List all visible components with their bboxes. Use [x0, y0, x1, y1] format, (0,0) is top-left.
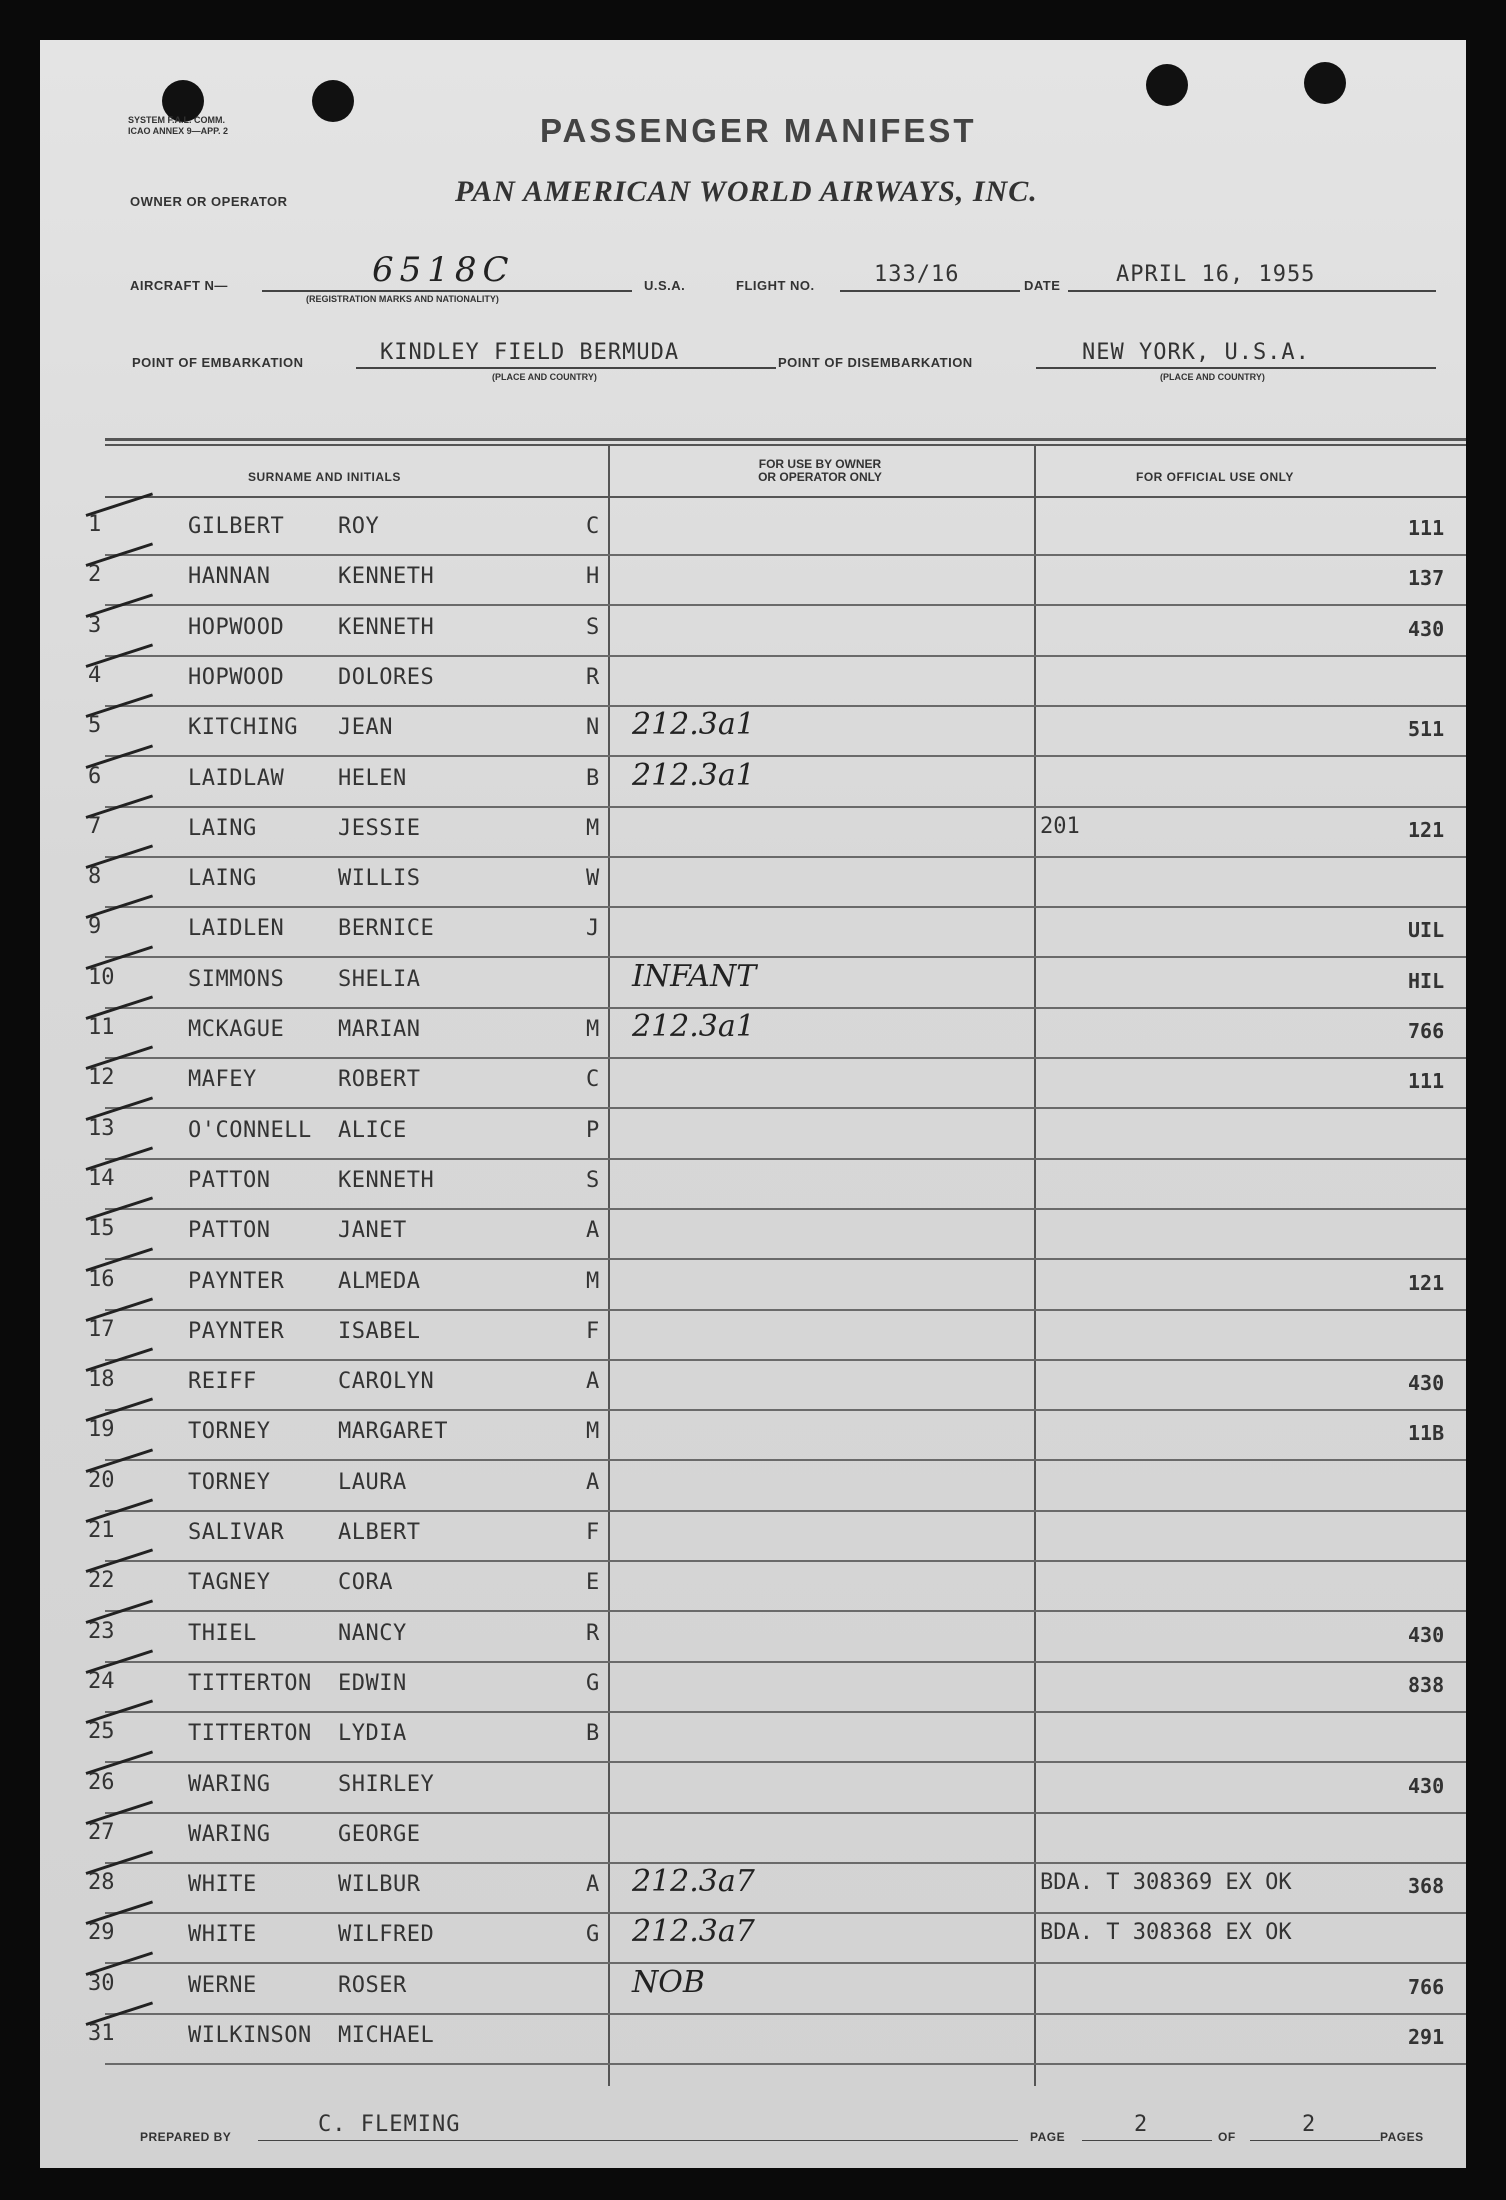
passenger-initial: W	[586, 866, 600, 892]
passenger-surname: HANNAN	[188, 564, 271, 590]
owner-use-note: 212.3a7	[632, 1914, 755, 1950]
official-code: UIL	[1408, 918, 1445, 943]
passenger-row	[0, 1311, 1466, 1361]
passenger-given-name: JESSIE	[338, 815, 421, 841]
passenger-row	[0, 1914, 1466, 1964]
flight-value: 133/16	[874, 262, 960, 287]
passenger-number: 10	[88, 964, 115, 990]
prepared-value: C. FLEMING	[318, 2112, 461, 2137]
passenger-number: 11	[88, 1015, 115, 1040]
passenger-initial: G	[586, 1670, 600, 1696]
passenger-number: 19	[88, 1417, 115, 1443]
passenger-number: 5	[88, 713, 102, 739]
passenger-number: 24	[88, 1668, 115, 1694]
passenger-surname: SALIVAR	[188, 1520, 285, 1545]
passenger-given-name: JANET	[338, 1218, 407, 1244]
passenger-surname: WARING	[188, 1821, 271, 1847]
embark-sub: (PLACE AND COUNTRY)	[492, 372, 597, 382]
passenger-surname: LAING	[188, 815, 257, 841]
date-label: DATE	[1024, 278, 1061, 293]
owner-use-note: 212.3a1	[632, 757, 755, 793]
owner-use-header-line: FOR USE BY OWNER	[758, 457, 882, 471]
passenger-surname: HOPWOOD	[188, 664, 285, 690]
passenger-number: 22	[88, 1568, 115, 1594]
passenger-given-name: KENNETH	[338, 564, 435, 590]
passenger-surname: KITCHING	[188, 715, 298, 741]
official-code: 430	[1408, 1622, 1445, 1647]
passenger-surname: WERNE	[188, 1972, 257, 1998]
form-code-line: SYSTEM F.A.L. COMM.	[128, 115, 226, 125]
passenger-given-name: SHIRLEY	[338, 1771, 435, 1797]
passenger-row	[0, 1512, 1466, 1562]
passenger-number: 16	[88, 1266, 115, 1292]
passenger-given-name: ROBERT	[338, 1067, 421, 1093]
passenger-initial: J	[586, 916, 600, 942]
passenger-surname: TITTERTON	[188, 1721, 312, 1747]
passenger-row	[0, 758, 1466, 808]
official-use-note: 201	[1040, 813, 1080, 839]
passenger-given-name: ALICE	[338, 1117, 407, 1143]
official-code: HIL	[1408, 968, 1445, 993]
passenger-surname: SIMMONS	[188, 966, 285, 992]
passenger-row	[0, 1613, 1466, 1663]
passenger-row	[0, 1261, 1466, 1311]
passenger-row	[0, 1814, 1466, 1864]
passenger-row	[0, 607, 1466, 657]
passenger-number: 9	[88, 914, 102, 940]
passenger-row	[0, 959, 1466, 1009]
passenger-given-name: KENNETH	[338, 1167, 435, 1193]
owner-use-note: 212.3a1	[632, 707, 755, 743]
official-use-note: BDA. T 308368 EX OK	[1040, 1920, 1292, 1946]
passenger-row	[0, 1965, 1466, 2015]
official-use-note: BDA. T 308369 EX OK	[1040, 1870, 1292, 1896]
passenger-given-name: ISABEL	[338, 1318, 421, 1344]
passenger-surname: PAYNTER	[188, 1318, 285, 1344]
passenger-surname: REIFF	[188, 1369, 257, 1395]
owner-use-note: NOB	[632, 1964, 705, 2000]
form-code	[128, 115, 228, 137]
passenger-initial: R	[586, 1620, 600, 1646]
official-code: 430	[1408, 616, 1445, 641]
passenger-initial: M	[586, 1268, 600, 1294]
punch-hole	[312, 80, 354, 122]
passenger-surname: PATTON	[188, 1167, 271, 1193]
passenger-row	[0, 908, 1466, 958]
owner-use-note: 212.3a7	[632, 1864, 755, 1900]
passenger-number: 14	[88, 1165, 115, 1191]
aircraft-label: AIRCRAFT N—	[130, 278, 228, 293]
company-name: PAN AMERICAN WORLD AIRWAYS, INC.	[455, 175, 1038, 208]
passenger-row	[0, 1411, 1466, 1461]
embark-value: KINDLEY FIELD BERMUDA	[380, 340, 680, 365]
passenger-given-name: ALBERT	[338, 1520, 421, 1545]
passenger-given-name: HELEN	[338, 765, 407, 791]
passenger-given-name: WILLIS	[338, 866, 421, 892]
passenger-row	[0, 1361, 1466, 1411]
passenger-surname: PAYNTER	[188, 1268, 285, 1294]
official-code: 291	[1408, 2025, 1445, 2049]
passenger-surname: TORNEY	[188, 1469, 271, 1495]
passenger-surname: GILBERT	[188, 514, 285, 539]
passenger-given-name: LAURA	[338, 1469, 407, 1495]
passenger-initial: F	[586, 1318, 600, 1344]
surname-column-header: SURNAME AND INITIALS	[248, 470, 401, 484]
disembark-sub: (PLACE AND COUNTRY)	[1160, 372, 1265, 382]
passenger-given-name: JEAN	[338, 715, 393, 741]
owner-use-column-header	[725, 458, 915, 484]
passenger-given-name: MARIAN	[338, 1017, 421, 1042]
passenger-number: 15	[88, 1216, 115, 1242]
passenger-surname: LAIDLEN	[188, 916, 285, 942]
passenger-given-name: CORA	[338, 1570, 393, 1596]
passenger-initial: C	[586, 514, 600, 539]
form-code-line: ICAO ANNEX 9—APP. 2	[128, 126, 229, 136]
passenger-given-name: WILFRED	[338, 1922, 435, 1948]
passenger-initial: N	[586, 715, 600, 741]
passenger-given-name: ROSER	[338, 1972, 407, 1998]
passenger-given-name: BERNICE	[338, 916, 435, 942]
official-code: 766	[1408, 1974, 1445, 1999]
passenger-surname: WHITE	[188, 1922, 257, 1948]
passenger-given-name: EDWIN	[338, 1670, 407, 1696]
passenger-given-name: DOLORES	[338, 664, 435, 690]
passenger-initial: E	[586, 1570, 600, 1596]
passenger-surname: WARING	[188, 1771, 271, 1797]
passenger-initial: R	[586, 664, 600, 690]
official-code: 430	[1408, 1773, 1445, 1798]
aircraft-sub: (REGISTRATION MARKS AND NATIONALITY)	[306, 294, 499, 304]
passenger-initial: S	[586, 614, 600, 640]
passenger-number: 17	[88, 1316, 115, 1342]
passenger-given-name: CAROLYN	[338, 1369, 435, 1395]
passenger-initial: A	[586, 1469, 600, 1495]
owner-use-note: 212.3a1	[632, 1009, 755, 1044]
page-label: PAGE	[1030, 2130, 1066, 2144]
passenger-number: 3	[88, 612, 102, 638]
passenger-initial: B	[586, 1721, 600, 1747]
official-code: 368	[1408, 1874, 1445, 1899]
passenger-number: 18	[88, 1367, 115, 1393]
passenger-surname: TORNEY	[188, 1419, 271, 1445]
passenger-surname: LAING	[188, 866, 257, 892]
official-code: 137	[1408, 566, 1445, 591]
passenger-row	[0, 1009, 1466, 1059]
passenger-number: 25	[88, 1719, 115, 1745]
passenger-initial: M	[586, 1017, 600, 1042]
passenger-row	[0, 1713, 1466, 1763]
embark-label: POINT OF EMBARKATION	[132, 355, 304, 370]
passenger-row	[0, 1160, 1466, 1210]
passenger-number: 30	[88, 1970, 115, 1996]
page-title: PASSENGER MANIFEST	[540, 112, 977, 149]
passenger-row	[0, 707, 1466, 757]
passenger-surname: MAFEY	[188, 1067, 257, 1093]
official-code: 121	[1408, 817, 1445, 842]
page-value: 2	[1134, 2112, 1149, 2137]
passenger-given-name: ALMEDA	[338, 1268, 421, 1294]
official-code: 511	[1408, 717, 1445, 742]
passenger-number: 28	[88, 1870, 115, 1896]
owner-use-note: INFANT	[632, 958, 757, 994]
prepared-label: PREPARED BY	[140, 2130, 232, 2144]
passenger-initial: P	[586, 1117, 600, 1143]
owner-label: OWNER OR OPERATOR	[130, 194, 288, 209]
official-use-column-header: FOR OFFICIAL USE ONLY	[1136, 470, 1294, 484]
passenger-row	[0, 1059, 1466, 1109]
passenger-number: 2	[88, 562, 102, 588]
passenger-initial: M	[586, 815, 600, 841]
passenger-initial: M	[586, 1419, 600, 1445]
passenger-given-name: MICHAEL	[338, 2023, 435, 2048]
passenger-given-name: SHELIA	[338, 966, 421, 992]
official-code: 121	[1408, 1270, 1445, 1295]
disembark-value: NEW YORK, U.S.A.	[1082, 340, 1310, 365]
passenger-number: 23	[88, 1618, 115, 1644]
passenger-surname: O'CONNELL	[188, 1117, 312, 1143]
passenger-row	[0, 1663, 1466, 1713]
passenger-row	[0, 1110, 1466, 1160]
passenger-given-name: LYDIA	[338, 1721, 407, 1747]
official-code: 430	[1408, 1371, 1445, 1396]
punch-hole	[1146, 64, 1188, 106]
passenger-given-name: WILBUR	[338, 1872, 421, 1898]
passenger-initial: H	[586, 564, 600, 590]
passenger-number: 27	[88, 1819, 115, 1845]
passenger-initial: S	[586, 1167, 600, 1193]
passenger-row	[0, 657, 1466, 707]
passenger-initial: C	[586, 1067, 600, 1093]
passenger-row	[0, 1462, 1466, 1512]
passenger-surname: WILKINSON	[188, 2023, 312, 2048]
passenger-given-name: NANCY	[338, 1620, 407, 1646]
passenger-number: 1	[88, 512, 102, 537]
passenger-given-name: GEORGE	[338, 1821, 421, 1847]
passenger-number: 12	[88, 1065, 115, 1091]
passenger-row	[0, 1562, 1466, 1612]
passenger-row	[0, 1864, 1466, 1914]
date-value: APRIL 16, 1955	[1116, 262, 1316, 287]
passenger-surname: MCKAGUE	[188, 1017, 285, 1042]
passenger-initial: A	[586, 1872, 600, 1898]
flight-label: FLIGHT NO.	[736, 278, 815, 293]
passenger-row	[0, 556, 1466, 606]
owner-use-header-line: OR OPERATOR ONLY	[758, 470, 882, 484]
official-code: 111	[1408, 1069, 1445, 1094]
passenger-row	[0, 858, 1466, 908]
passenger-number: 8	[88, 864, 102, 890]
passenger-initial: G	[586, 1922, 600, 1948]
passenger-number: 4	[88, 662, 102, 688]
official-code: 111	[1408, 516, 1445, 540]
passenger-initial: F	[586, 1520, 600, 1545]
passenger-row	[0, 1210, 1466, 1260]
official-code: 11B	[1408, 1421, 1445, 1446]
passenger-row	[0, 808, 1466, 858]
passenger-number: 13	[88, 1115, 115, 1141]
passenger-number: 6	[88, 763, 102, 789]
punch-hole	[1304, 62, 1346, 104]
passenger-row	[0, 2015, 1466, 2065]
passenger-number: 21	[88, 1518, 115, 1543]
passenger-given-name: MARGARET	[338, 1419, 448, 1445]
passenger-initial: A	[586, 1369, 600, 1395]
passenger-number: 29	[88, 1920, 115, 1946]
passenger-surname: TAGNEY	[188, 1570, 271, 1596]
of-label: OF	[1218, 2130, 1236, 2144]
passenger-surname: HOPWOOD	[188, 614, 285, 640]
passenger-row	[0, 1764, 1466, 1814]
passenger-given-name: KENNETH	[338, 614, 435, 640]
passenger-number: 20	[88, 1467, 115, 1493]
passenger-initial: A	[586, 1218, 600, 1244]
passenger-number: 31	[88, 2021, 115, 2046]
pages-label: PAGES	[1380, 2130, 1424, 2144]
passenger-row	[0, 506, 1466, 556]
passenger-number: 7	[88, 813, 102, 839]
aircraft-value: 6518C	[372, 250, 515, 290]
passenger-given-name: ROY	[338, 514, 380, 539]
official-code: 766	[1408, 1019, 1445, 1043]
official-code: 838	[1408, 1672, 1445, 1697]
usa-label: U.S.A.	[644, 278, 686, 293]
of-value: 2	[1302, 2112, 1317, 2137]
passenger-surname: WHITE	[188, 1872, 257, 1898]
passenger-surname: LAIDLAW	[188, 765, 285, 791]
disembark-label: POINT OF DISEMBARKATION	[778, 355, 973, 370]
passenger-initial: B	[586, 765, 600, 791]
passenger-surname: THIEL	[188, 1620, 257, 1646]
passenger-surname: PATTON	[188, 1218, 271, 1244]
passenger-surname: TITTERTON	[188, 1670, 312, 1696]
passenger-number: 26	[88, 1769, 115, 1795]
